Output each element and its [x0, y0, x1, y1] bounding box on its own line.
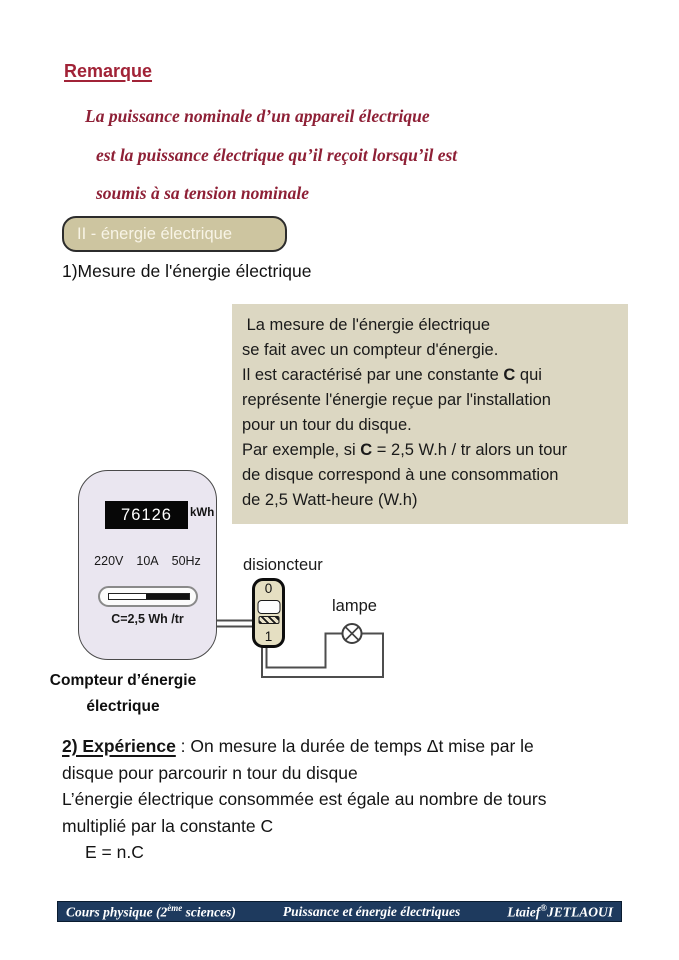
- lamp-label: lampe: [332, 597, 377, 615]
- breaker-position-off: 0: [264, 581, 273, 596]
- meter-disk: [98, 586, 198, 607]
- experiment-line: 2) Expérience : On mesure la durée de temps Δt mise par le: [62, 736, 534, 756]
- remark-quote-line: est la puissance électrique qu’il reçoit lorsqu’il est: [96, 145, 458, 165]
- meter-constant-label: C=2,5 Wh /tr: [111, 612, 184, 626]
- meter-disk-bar: [108, 593, 190, 600]
- energy-formula: E = n.C: [85, 842, 144, 862]
- breaker-hatch-icon: [258, 616, 279, 624]
- lamp-icon: [343, 624, 362, 643]
- info-line: pour un tour du disque.: [242, 416, 412, 434]
- info-box: [232, 304, 628, 524]
- meter-caption: Compteur d’énergie électrique: [49, 672, 197, 715]
- experiment-line: L’énergie électrique consommée est égale au nombre de tours: [62, 789, 547, 809]
- info-line: se fait avec un compteur d'énergie.: [242, 341, 499, 359]
- meter-unit-label: kWh: [190, 507, 215, 519]
- meter-voltage: 220V: [94, 554, 124, 568]
- footer-course: Cours physique (2ème sciences): [66, 902, 236, 920]
- experiment-line: disque pour parcourir n tour du disque: [62, 762, 358, 783]
- footer-chapter: Puissance et énergie électriques: [282, 903, 461, 919]
- remark-quote-line: soumis à sa tension nominale: [96, 183, 309, 203]
- breaker-icon: [252, 578, 285, 648]
- info-line: Par exemple, si C = 2,5 W.h / tr alors un tour: [242, 441, 568, 459]
- footer-bar: [57, 901, 622, 922]
- meter-current: 10A: [136, 554, 159, 568]
- meter-breaker-wires: [216, 621, 253, 627]
- meter-specs: [79, 554, 216, 568]
- experiment-paragraph: [62, 733, 630, 866]
- meter-frequency: 50Hz: [171, 554, 201, 568]
- experiment-line: multiplié par la constante C: [62, 815, 274, 836]
- footer-author: Ltaief®JETLAOUI: [507, 902, 613, 920]
- remark-quote-line: La puissance nominale d’un appareil électrique: [85, 106, 430, 126]
- subsection-title: 1)Mesure de l'énergie électrique: [62, 261, 312, 281]
- breaker-position-on: 1: [264, 629, 273, 644]
- info-line: de disque correspond à une consommation: [242, 466, 559, 484]
- info-line: Il est caractérisé par une constante C qui: [242, 366, 542, 384]
- info-line: de 2,5 Watt-heure (W.h): [242, 491, 418, 509]
- energy-meter: [78, 470, 217, 660]
- info-line: représente l'énergie reçue par l'installation: [242, 391, 551, 409]
- section-badge: II - énergie électrique: [62, 216, 287, 252]
- remark-heading: Remarque: [64, 61, 153, 81]
- info-line: La mesure de l'énergie électrique: [242, 316, 491, 334]
- experiment-title: 2) Expérience: [62, 736, 176, 756]
- breaker-switch-icon: [257, 600, 280, 614]
- meter-display: 76126: [105, 501, 188, 529]
- breaker-label: disioncteur: [243, 556, 323, 574]
